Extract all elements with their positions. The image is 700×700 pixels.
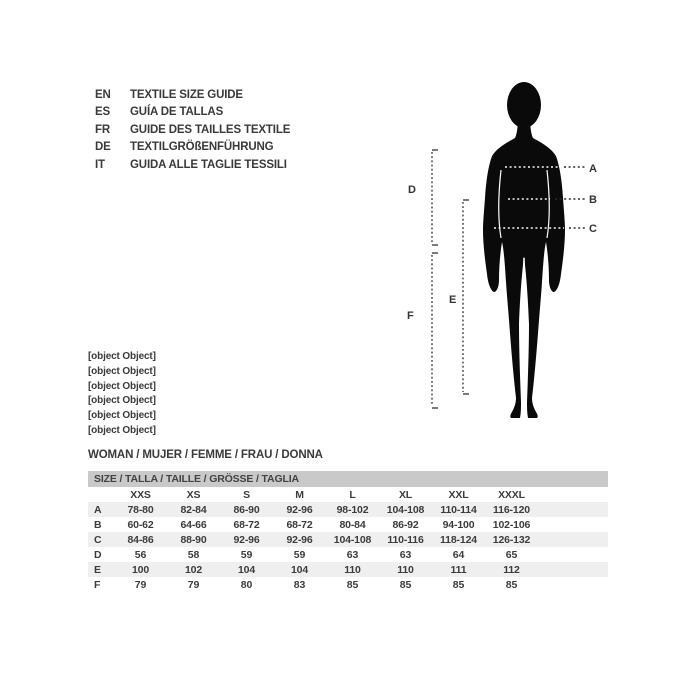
measurement-legend-row: [object Object] [88, 410, 156, 422]
language-row [95, 157, 290, 174]
table-row [88, 532, 608, 547]
table-row [88, 577, 608, 592]
language-title: TEXTILGRÖßENFÜHRUNG [130, 141, 274, 154]
cell-m: 92-96 [286, 503, 313, 516]
cell-s: 104 [237, 563, 256, 576]
cell-xxs: 78-80 [127, 503, 154, 516]
col-header-xl: XL [398, 488, 413, 501]
cell-xxs: 100 [131, 563, 150, 576]
language-row [95, 139, 290, 156]
cell-xs: 82-84 [180, 503, 207, 516]
row-label: D [94, 548, 102, 561]
language-row [95, 122, 290, 139]
measurement-legend [88, 350, 156, 439]
cell-m: 104 [290, 563, 309, 576]
cell-xs: 102 [184, 563, 203, 576]
cell-xs: 79 [187, 578, 200, 591]
language-title: GUIDE DES TAILLES TEXTILE [130, 123, 291, 136]
cell-xxxl: 65 [505, 548, 518, 561]
table-row [88, 502, 608, 517]
col-header-xs: XS [186, 488, 201, 501]
cell-l: 98-102 [336, 503, 369, 516]
cell-l: 85 [346, 578, 359, 591]
cell-filler [538, 547, 608, 562]
language-title: GUÍA DE TALLAS [130, 106, 224, 119]
cell-xs: 58 [187, 548, 200, 561]
cell-xs: 64-66 [180, 518, 207, 531]
col-header-xxs: XXS [130, 488, 151, 501]
cell-xxl: 94-100 [442, 518, 475, 531]
size-table-header-bar: SIZE / TALLA / TAILLE / GRÖSSE / TAGLIA [88, 471, 608, 487]
cell-filler [538, 562, 608, 577]
cell-l: 63 [346, 548, 359, 561]
size-table-body [88, 502, 608, 592]
size-table-section [88, 471, 608, 592]
cell-xxxl: 112 [503, 563, 520, 576]
col-header-xxxl: XXXL [498, 488, 525, 501]
cell-xxl: 64 [452, 548, 465, 561]
cell-xxs: 79 [134, 578, 147, 591]
cell-l: 80-84 [339, 518, 366, 531]
figure-label-crotch: F [407, 310, 414, 322]
row-label: F [94, 578, 101, 591]
language-code: IT [95, 158, 105, 171]
measurement-legend-row: [object Object] [88, 365, 156, 377]
cell-xxl: 118-124 [440, 533, 477, 546]
col-header-xxl: XXL [448, 488, 469, 501]
table-row [88, 562, 608, 577]
cell-xl: 85 [399, 578, 412, 591]
cell-m: 92-96 [286, 533, 313, 546]
cell-s: 80 [240, 578, 253, 591]
cell-m: 83 [293, 578, 306, 591]
language-code: FR [95, 123, 111, 136]
cell-xs: 88-90 [180, 533, 207, 546]
figure-label-leg: E [449, 294, 457, 306]
cell-filler [538, 577, 608, 592]
col-header-l: L [349, 488, 356, 501]
cell-xxxl: 102-106 [492, 518, 531, 531]
cell-s: 86-90 [233, 503, 260, 516]
cell-filler [538, 532, 608, 547]
size-column-header-row [88, 487, 608, 502]
cell-l: 104-108 [333, 533, 372, 546]
cell-xxs: 60-62 [127, 518, 154, 531]
cell-xxxl: 126-132 [492, 533, 531, 546]
cell-filler [538, 517, 608, 532]
language-code: ES [95, 106, 111, 119]
cell-xxl: 110-114 [440, 503, 477, 516]
cell-xl: 86-92 [392, 518, 419, 531]
language-title: TEXTILE SIZE GUIDE [130, 89, 243, 101]
measurement-legend-row: [object Object] [88, 395, 156, 407]
cell-xxs: 84-86 [127, 533, 154, 546]
language-code: DE [95, 141, 111, 154]
corner-cell [88, 487, 114, 502]
measurement-legend-row: [object Object] [88, 380, 156, 392]
gender-line: WOMAN / MUJER / FEMME / FRAU / DONNA [88, 449, 323, 461]
cell-xxxl: 85 [505, 578, 518, 591]
figure-label-arm: D [408, 184, 416, 196]
cell-m: 59 [293, 548, 306, 561]
row-label: B [94, 518, 102, 531]
cell-xl: 110-116 [387, 533, 424, 546]
cell-xxs: 56 [134, 548, 147, 561]
row-label: C [94, 533, 102, 546]
cell-xxl: 85 [452, 578, 465, 591]
language-title: GUIDA ALLE TAGLIE TESSILI [130, 158, 287, 171]
cell-xl: 63 [399, 548, 412, 561]
size-table [88, 487, 608, 592]
language-code: EN [95, 89, 111, 101]
cell-xl: 110 [397, 563, 414, 576]
measurement-legend-row: [object Object] [88, 424, 156, 436]
language-title-list [95, 87, 290, 174]
figure-label-hip: C [589, 223, 597, 235]
cell-s: 68-72 [233, 518, 260, 531]
row-label: E [94, 563, 101, 576]
col-header-m: M [295, 488, 304, 501]
figure-label-chest: A [589, 163, 597, 175]
cell-xxl: 111 [450, 563, 467, 576]
cell-s: 92-96 [233, 533, 260, 546]
col-header-s: S [243, 488, 250, 501]
figure-label-waist: B [589, 194, 597, 206]
woman-silhouette-figure [398, 72, 628, 452]
col-header-filler [538, 487, 608, 502]
cell-s: 59 [240, 548, 253, 561]
cell-m: 68-72 [286, 518, 313, 531]
table-row [88, 517, 608, 532]
language-row [95, 87, 290, 104]
cell-xxxl: 116-120 [493, 503, 530, 516]
language-row [95, 104, 290, 121]
row-label: A [94, 503, 102, 516]
table-row [88, 547, 608, 562]
cell-xl: 104-108 [386, 503, 425, 516]
measurement-legend-row: [object Object] [88, 351, 156, 362]
cell-l: 110 [344, 563, 361, 576]
cell-filler [538, 502, 608, 517]
